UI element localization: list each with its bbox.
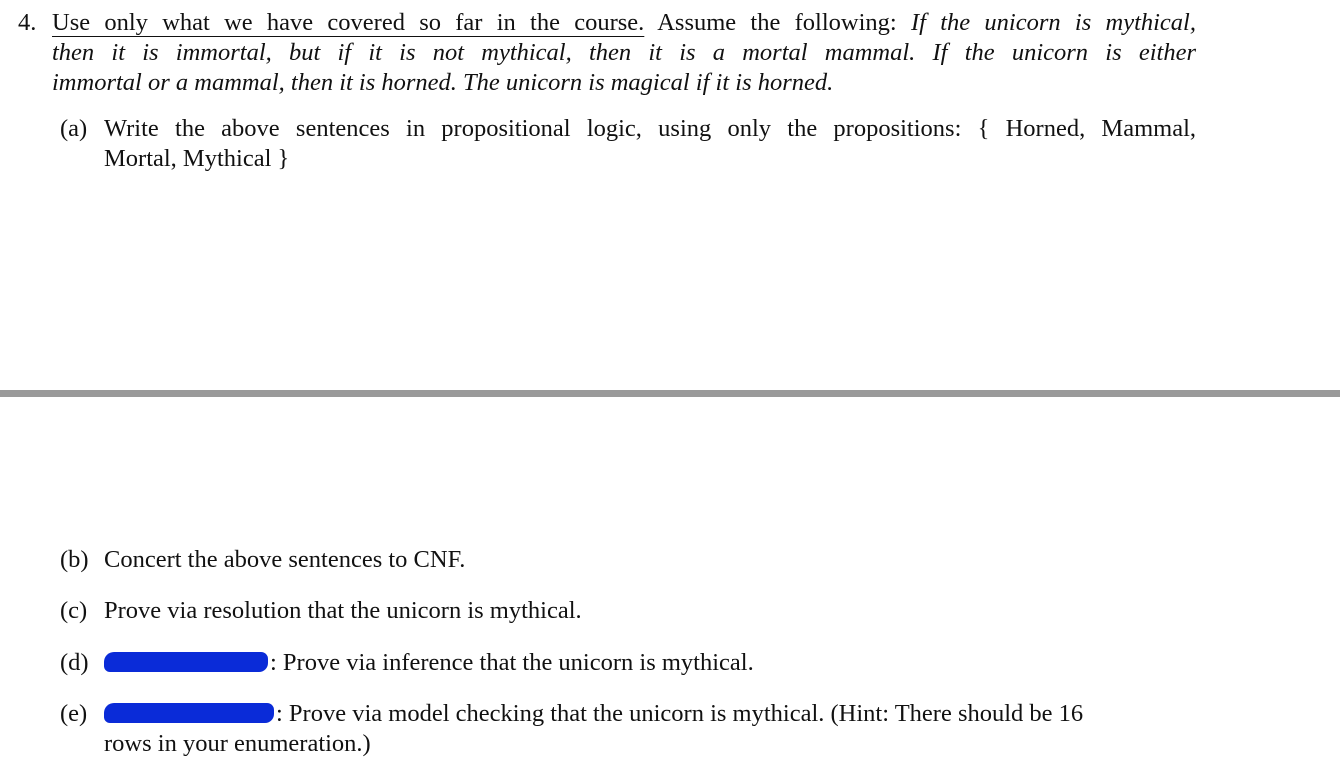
question-line-3: immortal or a mammal, then it is horned. The unicorn is magical if it is horned. [52,69,834,96]
part-e-label: (e) [60,700,88,727]
question-line-1 [52,8,1196,38]
part-d-text: : Prove via inference that the unicorn is mythical. [270,649,754,676]
part-a-line-2: Mortal, Mythical } [104,145,290,172]
part-b-text: Concert the above sentences to CNF. [104,546,466,573]
part-a-line-1: Write the above sentences in propositional logic, using only the propositions: { Horned, Mammal, [104,115,1196,142]
assume-text: Assume the following: [644,9,911,36]
question-italic-1: If the unicorn is mythical, [910,9,1196,36]
underlined-intro: Use only what we have covered so far in the course. [52,9,645,36]
redaction-mark [104,703,274,723]
question-number: 4. [18,9,37,36]
part-e-text: : Prove via model checking that the unicorn is mythical. (Hint: There should be 16 [276,700,1084,727]
part-d-label: (d) [60,649,89,676]
part-c-label: (c) [60,597,88,624]
redaction-mark [104,652,268,672]
page-break [0,390,1340,397]
part-d-line [104,648,754,678]
part-b-label: (b) [60,546,89,573]
part-e-line-2: rows in your enumeration.) [104,730,371,757]
question-line-2: then it is immortal, but if it is not mythical, then it is a mortal mammal. If the unicorn is either [52,39,1196,66]
part-c-text: Prove via resolution that the unicorn is mythical. [104,597,582,624]
page-bottom [0,397,1340,774]
part-e-line-1 [104,699,1083,729]
part-a-label: (a) [60,115,88,142]
